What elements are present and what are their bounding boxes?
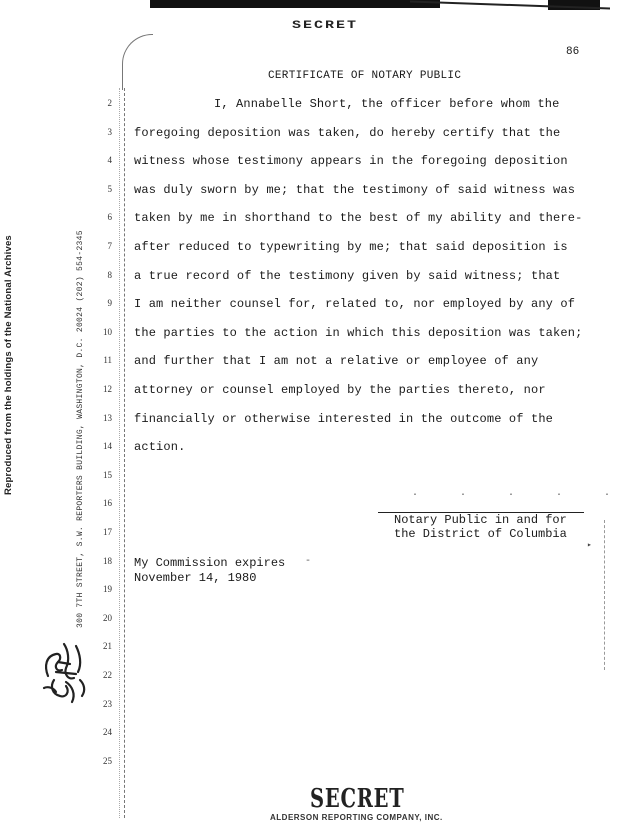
body-line: was duly sworn by me; that the testimony of said witness was [134,182,576,197]
commission-label: My Commission expires [134,556,286,570]
page-number: 86 [566,46,580,58]
body-line: I am neither counsel for, related to, nor employed by any of [134,297,576,312]
archive-note: Reproduced from the holdings of the National Archives [3,235,14,495]
body-line: and further that I am not a relative or employee of any [134,354,539,369]
margin-curve [122,34,153,90]
signature-title-line1: Notary Public in and for [394,513,567,527]
line-number: 17 [103,527,112,537]
reporting-company: ALDERSON REPORTING COMPANY, INC. [270,813,443,822]
line-number: 15 [103,469,112,480]
line-number: 6 [107,212,112,223]
line-number: 7 [107,241,112,251]
line-number: 24 [103,727,112,738]
certificate-title: CERTIFICATE OF NOTARY PUBLIC [268,70,462,82]
body-line: foregoing deposition was taken, do hereby certify that the [134,125,561,140]
line-number: 21 [103,641,112,652]
body-line: attorney or counsel employed by the parties thereto, nor [134,383,546,397]
line-number: 16 [103,498,112,509]
line-number: 3 [107,126,112,137]
line-number: 22 [103,670,112,680]
margin-rule [124,88,125,818]
scan-edge-artifact [150,0,440,8]
signature-title-line2: the District of Columbia [394,527,567,541]
signature-marks: . . . . . [412,488,629,499]
commission-date: November 14, 1980 [134,571,257,585]
stray-mark: ▸ [587,541,592,550]
line-number: 12 [103,384,112,394]
body-line: action. [134,440,186,455]
eagle-seal-icon [36,636,94,706]
line-number: 4 [107,155,112,166]
margin-rule [119,88,120,818]
body-line: I, Annabelle Short, the officer before whom the [214,97,560,111]
line-number: 23 [103,698,112,709]
line-number: 14 [103,441,112,452]
line-number: 5 [107,183,112,194]
margin-rule-right [604,520,605,670]
body-line: witness whose testimony appears in the foregoing deposition [134,154,568,169]
body-line: taken by me in shorthand to the best of my ability and there- [134,211,583,226]
reporter-address: 300 7TH STREET, S.W. REPORTERS BUILDING, WASHINGTON, D.C. 20024 (202) 554-2345 [76,230,85,628]
line-number: 19 [103,584,112,595]
line-number: 10 [103,326,112,337]
line-number: 25 [103,755,112,766]
body-line: the parties to the action in which this deposition was taken; [134,325,583,340]
body-line: financially or otherwise interested in the outcome of the [134,411,554,426]
stray-mark: - [305,556,312,567]
line-number: 13 [103,412,112,423]
line-number: 20 [103,612,112,623]
line-number: 2 [107,98,112,108]
line-number: 9 [107,298,112,309]
line-number: 8 [107,269,112,280]
line-number: 18 [103,555,112,566]
classification-stamp-top: SECRET [292,19,359,32]
classification-stamp-bottom: SECRET [310,784,405,814]
body-line: after reduced to typewriting by me; that said deposition is [134,240,568,254]
body-line: a true record of the testimony given by said witness; that [134,268,561,283]
line-number: 11 [103,355,112,366]
